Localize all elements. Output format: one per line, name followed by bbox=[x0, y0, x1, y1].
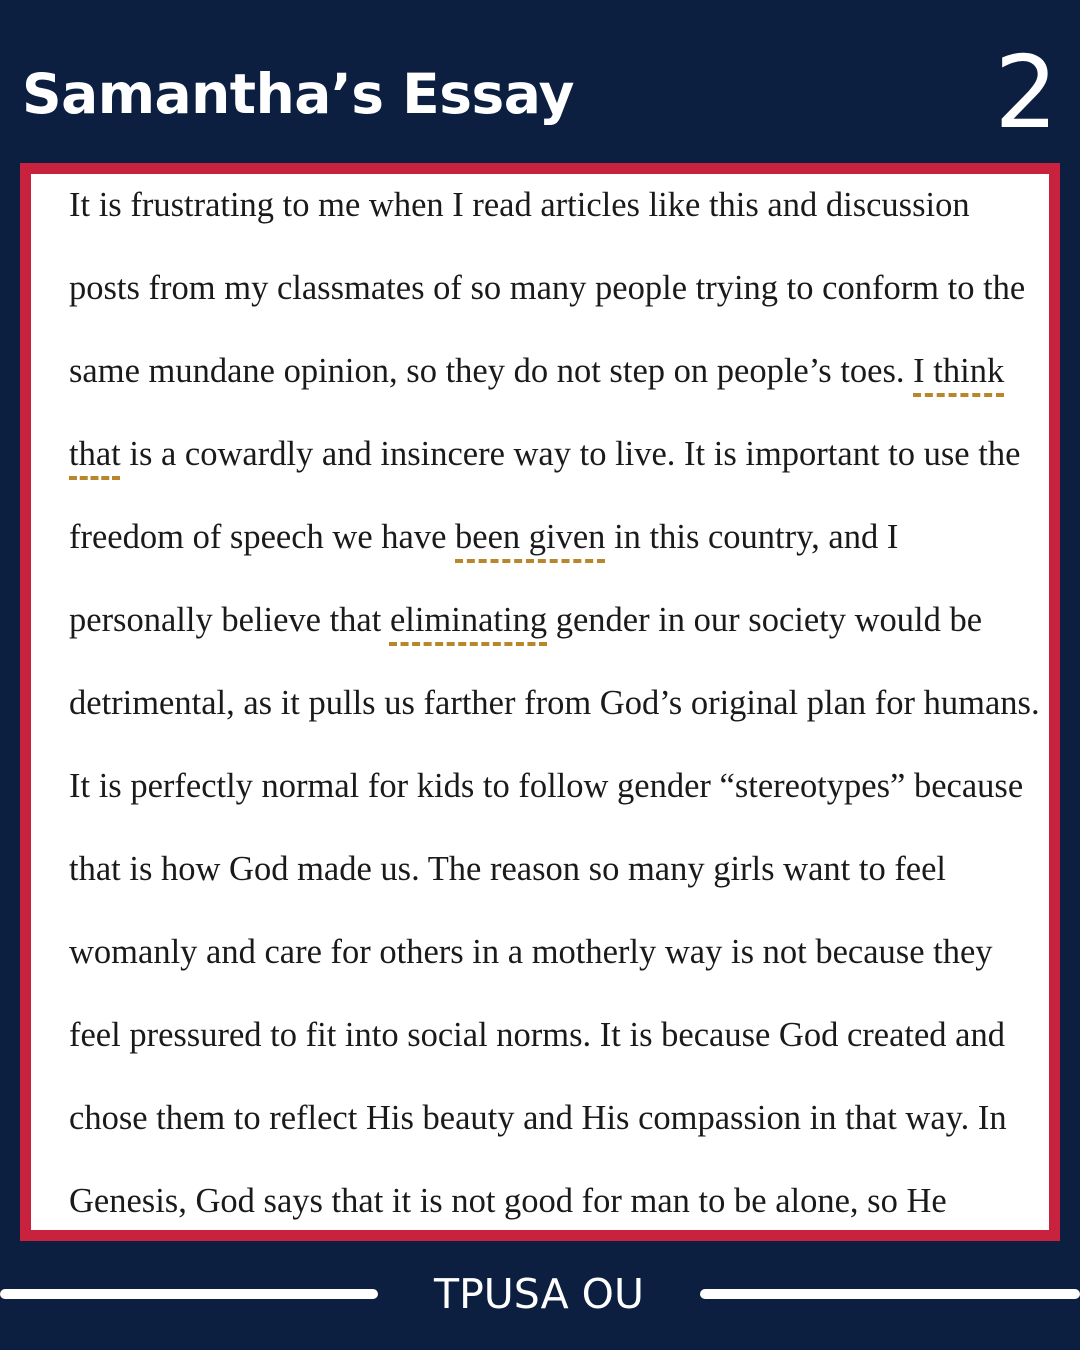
essay-line bbox=[69, 349, 1004, 393]
essay-line bbox=[69, 1096, 1007, 1140]
page-number: 2 bbox=[994, 34, 1058, 151]
essay-text-segment: feel pressured to fit into social norms. It is because God created and bbox=[69, 1016, 1005, 1054]
essay-text-segment: posts from my classmates of so many people trying to conform to the bbox=[69, 269, 1026, 307]
footer-rule-right bbox=[700, 1289, 1080, 1299]
page-title: Samantha’s Essay bbox=[22, 62, 574, 126]
essay-text-segment: in this country, and I bbox=[605, 518, 899, 556]
essay-line bbox=[69, 515, 898, 559]
essay-line bbox=[69, 930, 993, 974]
essay-line bbox=[69, 1013, 1005, 1057]
essay-line bbox=[69, 432, 1020, 476]
grammar-flagged-phrase: eliminating bbox=[389, 601, 548, 639]
footer-rule-left bbox=[0, 1289, 378, 1299]
footer-label: TPUSA OU bbox=[434, 1270, 644, 1318]
essay-text-segment: Genesis, God says that it is not good for man to be alone, so He bbox=[69, 1182, 947, 1220]
essay-text-segment: freedom of speech we have bbox=[69, 518, 456, 556]
grammar-flagged-phrase: that bbox=[69, 435, 121, 473]
essay-text-segment: that is how God made us. The reason so many girls want to feel bbox=[69, 850, 947, 888]
essay-line bbox=[69, 764, 1023, 808]
grammar-flagged-phrase: I think bbox=[913, 352, 1005, 390]
essay-text-segment: womanly and care for others in a motherly way is not because they bbox=[69, 933, 993, 971]
essay-excerpt bbox=[20, 163, 1060, 1241]
essay-line bbox=[69, 266, 1025, 310]
essay-text-segment: detrimental, as it pulls us farther from God’s original plan for humans. bbox=[69, 684, 1040, 722]
essay-line bbox=[69, 1179, 947, 1223]
essay-line bbox=[69, 681, 1040, 725]
essay-line bbox=[69, 183, 970, 227]
footer bbox=[0, 1262, 1080, 1326]
essay-text-segment: personally believe that bbox=[69, 601, 390, 639]
essay-line bbox=[69, 598, 982, 642]
essay-text-segment: same mundane opinion, so they do not step on people’s toes. bbox=[69, 352, 914, 390]
essay-line bbox=[69, 847, 946, 891]
essay-text-segment: chose them to reflect His beauty and His compassion in that way. In bbox=[69, 1099, 1007, 1137]
essay-text-segment: is a cowardly and insincere way to live. It is important to use the bbox=[120, 435, 1021, 473]
essay-text-segment: It is frustrating to me when I read articles like this and discussion bbox=[69, 186, 970, 224]
essay-text-segment: gender in our society would be bbox=[547, 601, 983, 639]
grammar-flagged-phrase: been given bbox=[455, 518, 606, 556]
essay-text-segment: It is perfectly normal for kids to follow gender “stereotypes” because bbox=[69, 767, 1024, 805]
